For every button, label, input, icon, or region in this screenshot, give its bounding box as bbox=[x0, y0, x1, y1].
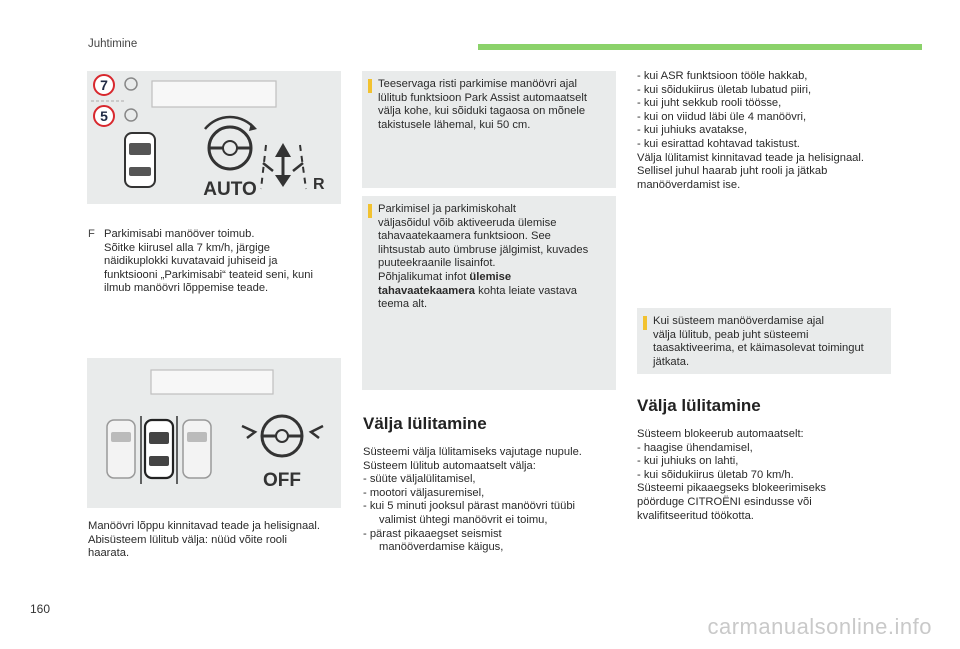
list-item-continuation: valimist ühtegi manöövrit ei toimu, bbox=[379, 513, 548, 526]
reverse-label: R bbox=[313, 176, 325, 193]
page-number: 160 bbox=[30, 602, 51, 616]
text-line: haarata. bbox=[88, 547, 130, 560]
bullet-line: Parkimisabi manööver toimub. bbox=[104, 228, 255, 240]
steering-wheel-off-icon bbox=[242, 416, 323, 456]
badge-7-text: 7 bbox=[100, 77, 108, 93]
note-marker bbox=[643, 316, 647, 330]
display-frame bbox=[151, 370, 273, 394]
text-line: taasaktiveerima, et käimasolevat toimingut bbox=[653, 342, 864, 355]
note-rear-camera bbox=[362, 196, 616, 390]
text-line: Süsteemi välja lülitamiseks vajutage nupule. bbox=[363, 446, 582, 458]
note-marker bbox=[368, 79, 372, 93]
text-line: teema alt. bbox=[378, 298, 428, 311]
bullet-continuation bbox=[88, 242, 348, 296]
heading-switch-off: Välja lülitamine bbox=[363, 414, 487, 433]
list-item: - kui 5 minuti jooksul pärast manöövri tüübi bbox=[363, 500, 576, 513]
badge-5-text: 5 bbox=[100, 108, 108, 124]
list-item: - kui juhiuks avatakse, bbox=[637, 124, 748, 137]
figure-parking-off-drawing bbox=[87, 358, 341, 508]
list-item: - mootori väljasuremisel, bbox=[363, 486, 485, 499]
auto-label: AUTO bbox=[203, 179, 257, 200]
list-item: - kui sõidukiirus ületab lubatud piiri, bbox=[637, 83, 812, 96]
parked-cars-icon bbox=[107, 416, 211, 484]
text-line: jätkata. bbox=[653, 355, 690, 368]
parking-arrows-icon bbox=[261, 143, 306, 189]
watermark: carmanualsonline.info bbox=[707, 614, 932, 639]
list-item: - kui juhiuks on lahti, bbox=[637, 455, 739, 468]
off-label: OFF bbox=[263, 470, 301, 491]
bold-term: tahavaatekaamera bbox=[378, 284, 476, 297]
bullet-paragraph bbox=[88, 228, 348, 296]
text-line: manööverdamist ise. bbox=[637, 178, 741, 191]
text-line: tahavaatekaamera funktsioon. See bbox=[378, 230, 551, 243]
text-line: Süsteemi pikaaegseks blokeerimiseks bbox=[637, 482, 827, 495]
note-marker bbox=[368, 204, 372, 218]
text-line: funktsiooni „Parkimisabi“ teateid seni, kuni bbox=[104, 268, 313, 281]
text-line: kvalifitseeritud töökotta. bbox=[637, 509, 754, 522]
text-line: Süsteem lülitub automaatselt välja: bbox=[363, 459, 536, 472]
blocking-paragraph bbox=[637, 428, 907, 523]
text-line: Välja lülitamist kinnitavad teade ja helisignaal. bbox=[637, 151, 864, 164]
steering-wheel-icon bbox=[205, 117, 257, 169]
small-wheel-icon bbox=[125, 78, 137, 90]
bold-term: ülemise bbox=[469, 270, 512, 283]
list-item: - kui juht sekkub rooli töösse, bbox=[637, 97, 782, 110]
text-line: välja lülitub, peab juht süsteemi bbox=[653, 328, 809, 341]
end-of-maneuver-paragraph bbox=[88, 520, 348, 561]
text-line: Teeservaga risti parkimise manöövri ajal bbox=[378, 78, 577, 90]
section-title: Juhtimine bbox=[88, 38, 138, 50]
text-line: välja kohe, kui sõiduki tagaosa on mõnele bbox=[378, 105, 586, 118]
figure-parking-off bbox=[87, 358, 341, 508]
text-line: väljasõidul võib aktiveeruda ülemise bbox=[378, 216, 557, 229]
auto-off-conditions bbox=[637, 70, 907, 192]
badge-5 bbox=[94, 106, 114, 126]
text-line: näidikuplokki kuvatavaid juhiseid ja bbox=[104, 255, 278, 268]
text-line: puuteekraanile lisainfot. bbox=[378, 257, 496, 270]
list-item: - süüte väljalülitamisel, bbox=[363, 473, 476, 486]
text-line: kohta leiate vastava bbox=[475, 284, 578, 297]
text-line: pöörduge CITROËNI esindusse või bbox=[637, 495, 812, 508]
text-line: Abisüsteem lülitub välja: nüüd võite rooli bbox=[88, 533, 287, 546]
figure-parking-auto bbox=[87, 71, 341, 204]
note-reactivate bbox=[637, 308, 891, 374]
text-line: lülitub funktsioon Park Assist automaatselt bbox=[378, 91, 587, 104]
figure-parking-auto-drawing bbox=[87, 71, 341, 204]
text-line: Sellisel juhul haarab juht rooli ja jätkab bbox=[637, 165, 828, 178]
heading-switch-off-2: Välja lülitamine bbox=[637, 396, 761, 415]
car-top-view-icon bbox=[125, 133, 155, 187]
text-line: Parkimisel ja parkimiskohalt bbox=[378, 203, 517, 215]
text-line: Põhjalikumat infot bbox=[378, 270, 470, 283]
text-line: lihtsustab auto ümbruse jälgimist, kuvades bbox=[378, 243, 589, 256]
section-accent-bar bbox=[478, 44, 922, 50]
list-item: - pärast pikaaegset seismist bbox=[363, 527, 502, 540]
list-item: - kui on viidud läbi üle 4 manöövri, bbox=[637, 110, 807, 123]
switch-off-paragraph bbox=[363, 446, 625, 555]
text-line: Süsteem blokeerub automaatselt: bbox=[637, 428, 804, 440]
list-item: - haagise ühendamisel, bbox=[637, 441, 753, 454]
text-line: Manöövri lõppu kinnitavad teade ja helisignaal. bbox=[88, 520, 320, 532]
text-line: Kui süsteem manööverdamise ajal bbox=[653, 315, 825, 327]
text-line: takistusele lähemal, kui 50 cm. bbox=[378, 118, 531, 131]
small-wheel-icon bbox=[125, 109, 137, 121]
text-line: ilmub manöövri lõppemise teade. bbox=[104, 282, 269, 295]
list-item-continuation: manööverdamise käigus, bbox=[379, 541, 504, 554]
bullet-marker-icon: F bbox=[88, 228, 95, 240]
badge-7 bbox=[94, 75, 114, 95]
list-item: - kui ASR funktsioon tööle hakkab, bbox=[637, 70, 808, 82]
list-item: - kui esirattad kohtavad takistust. bbox=[637, 137, 800, 150]
text-line: Sõitke kiirusel alla 7 km/h, järgige bbox=[104, 241, 271, 254]
display-frame bbox=[152, 81, 276, 107]
note-perpendicular-parking bbox=[362, 71, 616, 188]
list-item: - kui sõidukiirus ületab 70 km/h. bbox=[637, 468, 794, 481]
